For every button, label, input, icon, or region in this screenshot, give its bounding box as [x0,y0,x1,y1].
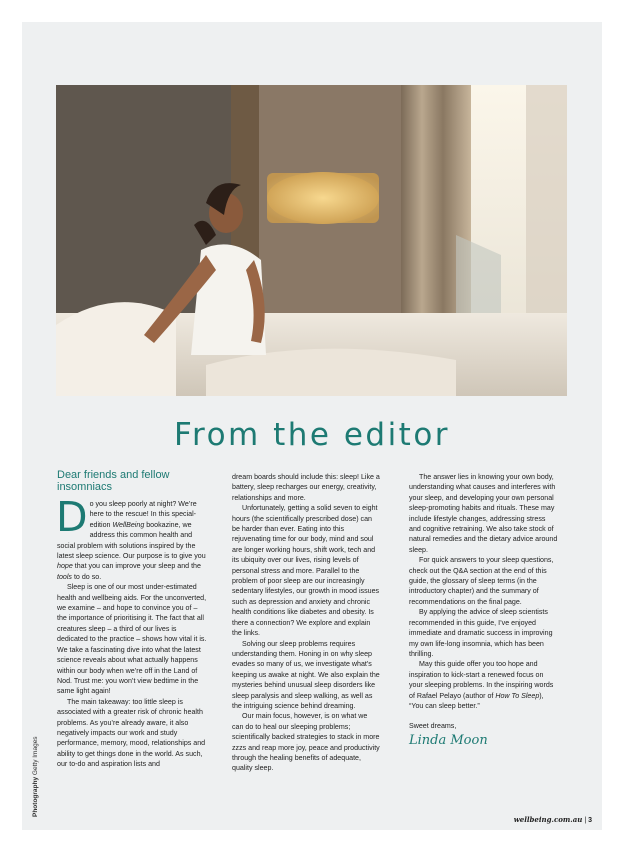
intro-text-3: that you can improve your sleep and the [72,562,201,571]
closing-paragraph [409,659,559,711]
column-3 [409,472,559,746]
photo-credit-source: Getty Images [32,736,39,776]
intro-italic-1: WellBeing [112,520,145,529]
body-paragraph: Solving our sleep problems requires understanding them. Honing in on why sleep evades so many of us, we investigate what’s keeping us awake at night. We also explain the mysteries behind unusual sleep disorders like sleep paralysis and sleep walking, as well as the intriguing science behind dreaming. [232,639,380,710]
intro-text-4: to do so. [71,572,102,581]
body-paragraph: Our main focus, however, is on what we can do to heal our sleeping problems; scientifically backed strategies to stack in more zzzs and reap more joy, peace and productivity through the healing benefits of adequate, quality sleep. [232,712,380,773]
body-paragraph: By applying the advice of sleep scientists recommended in this guide, I’ve enjoyed immediate and dramatic success in improving my own life-long insomnia, which has been thrilling. [409,608,553,658]
intro-paragraph [56,493,207,582]
intro-italic-2: hope [57,562,73,571]
body-paragraph: For quick answers to your sleep questions, check out the Q&A section at the end of this guide, the glossary of sleep terms (in the introductory chapter) and the summary of recommendations on the final page. [409,556,554,606]
intro-text-1: o you sleep poorly at night? We’re here to the rescue! In this special-edition [89,500,197,529]
page-title: From the editor [173,417,451,453]
footer-site: wellbeing.com.au [513,815,583,824]
body-paragraph: Unfortunately, getting a solid seven to eight hours (the scientifically prescribed dose) can be harder than ever. Eating into this rejuvenating time for our body, mind and soul are longer working hours, shift work, tech and its ubiquity over our lives, rising levels of personal stress and more. Parallel to the problem of poor sleep are our increasingly sedentary lifestyles, our growth in mood issues such as depression and anxiety and chronic health conditions like diabetes and obesity. Is there a connection? We explore and explain the links. [232,504,380,638]
closing-text-2: ), “You can sleep better.” [409,691,544,710]
bedroom-photo-illustration [56,85,567,396]
column-1 [57,470,207,770]
body-paragraph: Sleep is one of our most under-estimated health and wellbeing aids. For the unconverted, we examine – and hope to convince you of – the importance of prioritising it. The fact that all creatures sleep – a third of our lives is dedicated to the practice – shows how vital it is. [57,583,207,644]
page-number: 3 [588,817,592,824]
signoff: Sweet dreams, [409,722,457,731]
body-paragraph: dream boards should include this: sleep! Like a battery, sleep recharges our energy, creativity, relationships and more. [232,473,380,502]
body-paragraph: We take a fascinating dive into what the latest science reveals about what actually happens within our body when we’re off in the Land of Nod. Trust me: you won’t view bedtime in the same light again! [57,645,201,696]
body-paragraph: The main takeaway: too little sleep is associated with a greater risk of chronic health problems. As you’re already aware, it also negatively impacts our work and study performance, memory, mood, relationships and ability to get things done in the world. As such, our to-do and aspiration lists and [57,697,206,769]
intro-italic-3: tools [57,572,72,581]
closing-text-1: May this guide offer you too hope and inspiration to kick-start a renewed focus on your sleeping problems. In the inspiring words of Rafael Pelayo (author of [409,660,554,700]
page-footer [514,815,592,824]
photo-credit-label: Photography [32,776,39,817]
editor-signature: Linda Moon [409,732,488,748]
intro-text-2: bookazine, we address this common health and social problem with solutions inspired by the latest sleep science. Our purpose is to give you [57,520,206,561]
magazine-page [22,22,602,830]
body-paragraph: The answer lies in knowing your own body, understanding what causes and interferes with your sleep, and developing your own personal sleep-promoting habits and rituals. These may include lifestyle changes, addressing stress and cognitive retraining. We also take stock of natural remedies and the dietary advice around sleep. [409,473,558,554]
subhead: Dear friends and fellow insomniacs [57,469,170,493]
photo-credit [32,736,39,817]
closing-italic: How To Sleep [495,691,540,700]
footer-separator: | [584,817,587,824]
dropcap: D [56,493,88,541]
hero-photo [56,85,567,396]
column-2 [232,472,380,774]
